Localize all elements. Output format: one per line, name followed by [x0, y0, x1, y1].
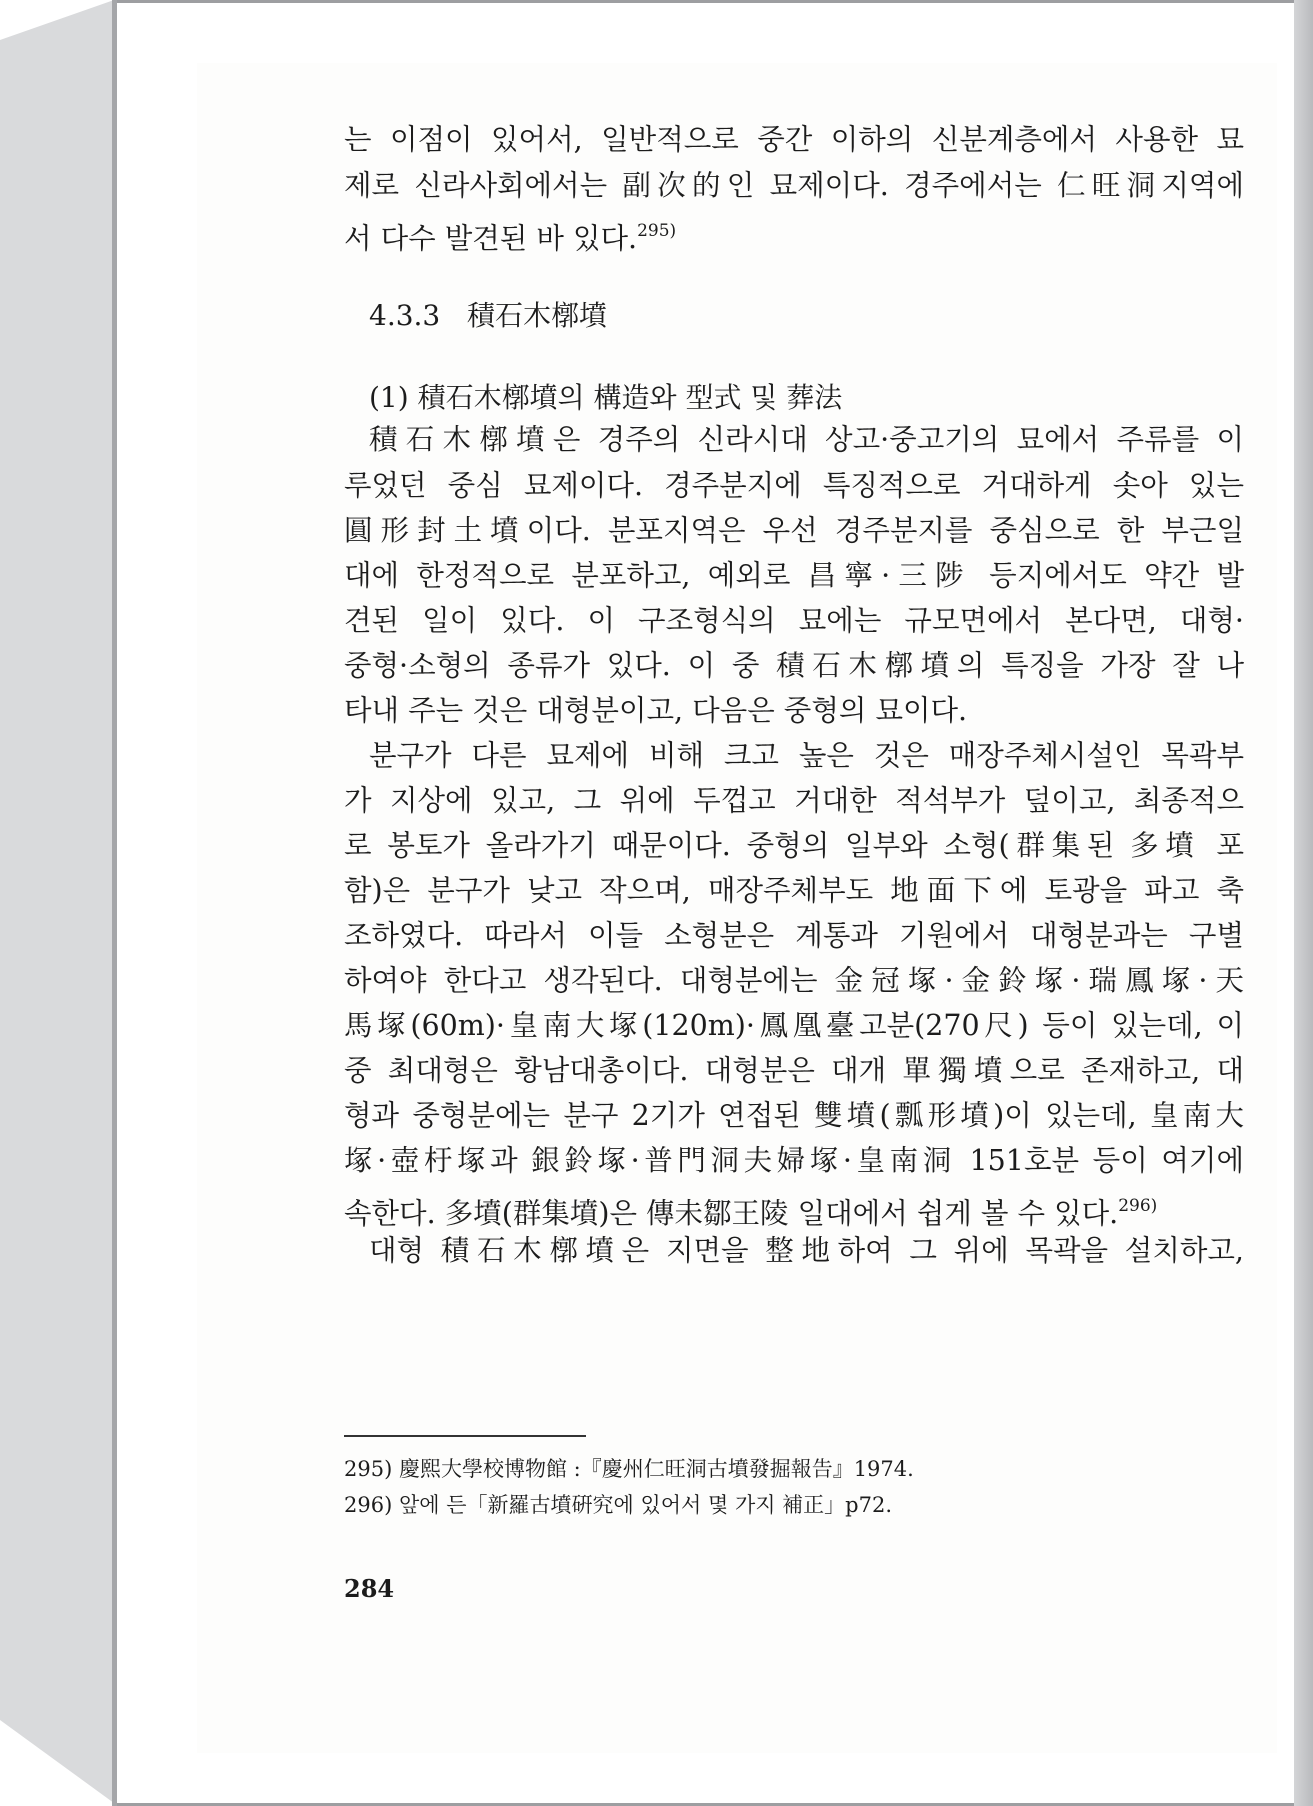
text-line: 타내 주는 것은 대형분이고, 다음은 중형의 묘이다. — [344, 694, 968, 727]
text-line: 대형 積石木槨墳은 지면을 整地하여 그 위에 목곽을 설치하고, — [369, 1234, 1244, 1267]
scanned-page — [197, 63, 1277, 1753]
page-edge-shadow — [1294, 0, 1313, 1806]
text-line — [344, 211, 1244, 259]
section-number: 4.3.3 — [369, 299, 441, 332]
text-line: 중 최대형은 황남대총이다. 대형분은 대개 單獨墳으로 존재하고, 대 — [344, 1054, 1244, 1087]
section-heading — [369, 296, 607, 336]
page-number: 284 — [344, 1574, 395, 1603]
text-line: 가 지상에 있고, 그 위에 두껍고 거대한 적석부가 덮이고, 최종적으 — [344, 784, 1244, 817]
footnote-rule — [344, 1435, 586, 1437]
text-line: 하여야 한다고 생각된다. 대형분에는 金冠塚·金鈴塚·瑞鳳塚·天 — [344, 964, 1244, 997]
section-title: 積石木槨墳 — [466, 299, 607, 332]
footnote-296: 296) 앞에 든「新羅古墳硏究에 있어서 몇 가지 補正」p72. — [344, 1493, 893, 1517]
text-line: 분구가 다른 묘제에 비해 크고 높은 것은 매장주체시설인 목곽부 — [369, 739, 1244, 772]
text-line: 塚·壺杅塚과 銀鈴塚·普門洞夫婦塚·皇南洞 151호분 등이 여기에 — [344, 1144, 1244, 1177]
text-line: 루었던 중심 묘제이다. 경주분지에 특징적으로 거대하게 솟아 있는 — [344, 469, 1244, 502]
text-run: 서 다수 발견된 바 있다. — [344, 222, 638, 255]
text-line: 견된 일이 있다. 이 구조형식의 묘에는 규모면에서 본다면, 대형· — [344, 604, 1244, 637]
subsection-heading: (1) 積石木槨墳의 構造와 型式 및 葬法 — [369, 381, 843, 414]
book-page — [117, 0, 1301, 1806]
text-line — [344, 1186, 1244, 1234]
text-line: 대에 한정적으로 분포하고, 예외로 昌寧·三陟 등지에서도 약간 발 — [344, 559, 1244, 592]
footnote-ref-296: 296) — [1118, 1196, 1158, 1216]
text-line: 馬塚(60m)·皇南大塚(120m)·鳳凰臺고분(270尺) 등이 있는데, 이 — [344, 1009, 1244, 1042]
text-line: 형과 중형분에는 분구 2기가 연접된 雙墳(瓢形墳)이 있는데, 皇南大 — [344, 1099, 1244, 1132]
footnote-295: 295) 慶熙大學校博物館 :『慶州仁旺洞古墳發掘報告』1974. — [344, 1457, 914, 1481]
text-line: 는 이점이 있어서, 일반적으로 중간 이하의 신분계층에서 사용한 묘 — [344, 123, 1244, 156]
book-spine — [0, 0, 118, 1806]
text-line: 함)은 분구가 낮고 작으며, 매장주체부도 地面下에 토광을 파고 축 — [344, 874, 1244, 907]
text-line: 중형·소형의 종류가 있다. 이 중 積石木槨墳의 특징을 가장 잘 나 — [344, 649, 1244, 682]
text-line: 圓形封土墳이다. 분포지역은 우선 경주분지를 중심으로 한 부근일 — [344, 514, 1244, 547]
text-run: 속한다. 多墳(群集墳)은 傳未鄒王陵 일대에서 쉽게 볼 수 있다. — [344, 1197, 1119, 1230]
text-line: 조하였다. 따라서 이들 소형분은 계통과 기원에서 대형분과는 구별 — [344, 919, 1244, 952]
text-line: 제로 신라사회에서는 副次的인 묘제이다. 경주에서는 仁旺洞지역에 — [344, 169, 1244, 202]
footnote-ref-295: 295) — [637, 221, 677, 241]
text-line: 로 봉토가 올라가기 때문이다. 중형의 일부와 소형(群集된 多墳 포 — [344, 829, 1244, 862]
text-line: 積石木槨墳은 경주의 신라시대 상고·중고기의 묘에서 주류를 이 — [369, 423, 1244, 456]
